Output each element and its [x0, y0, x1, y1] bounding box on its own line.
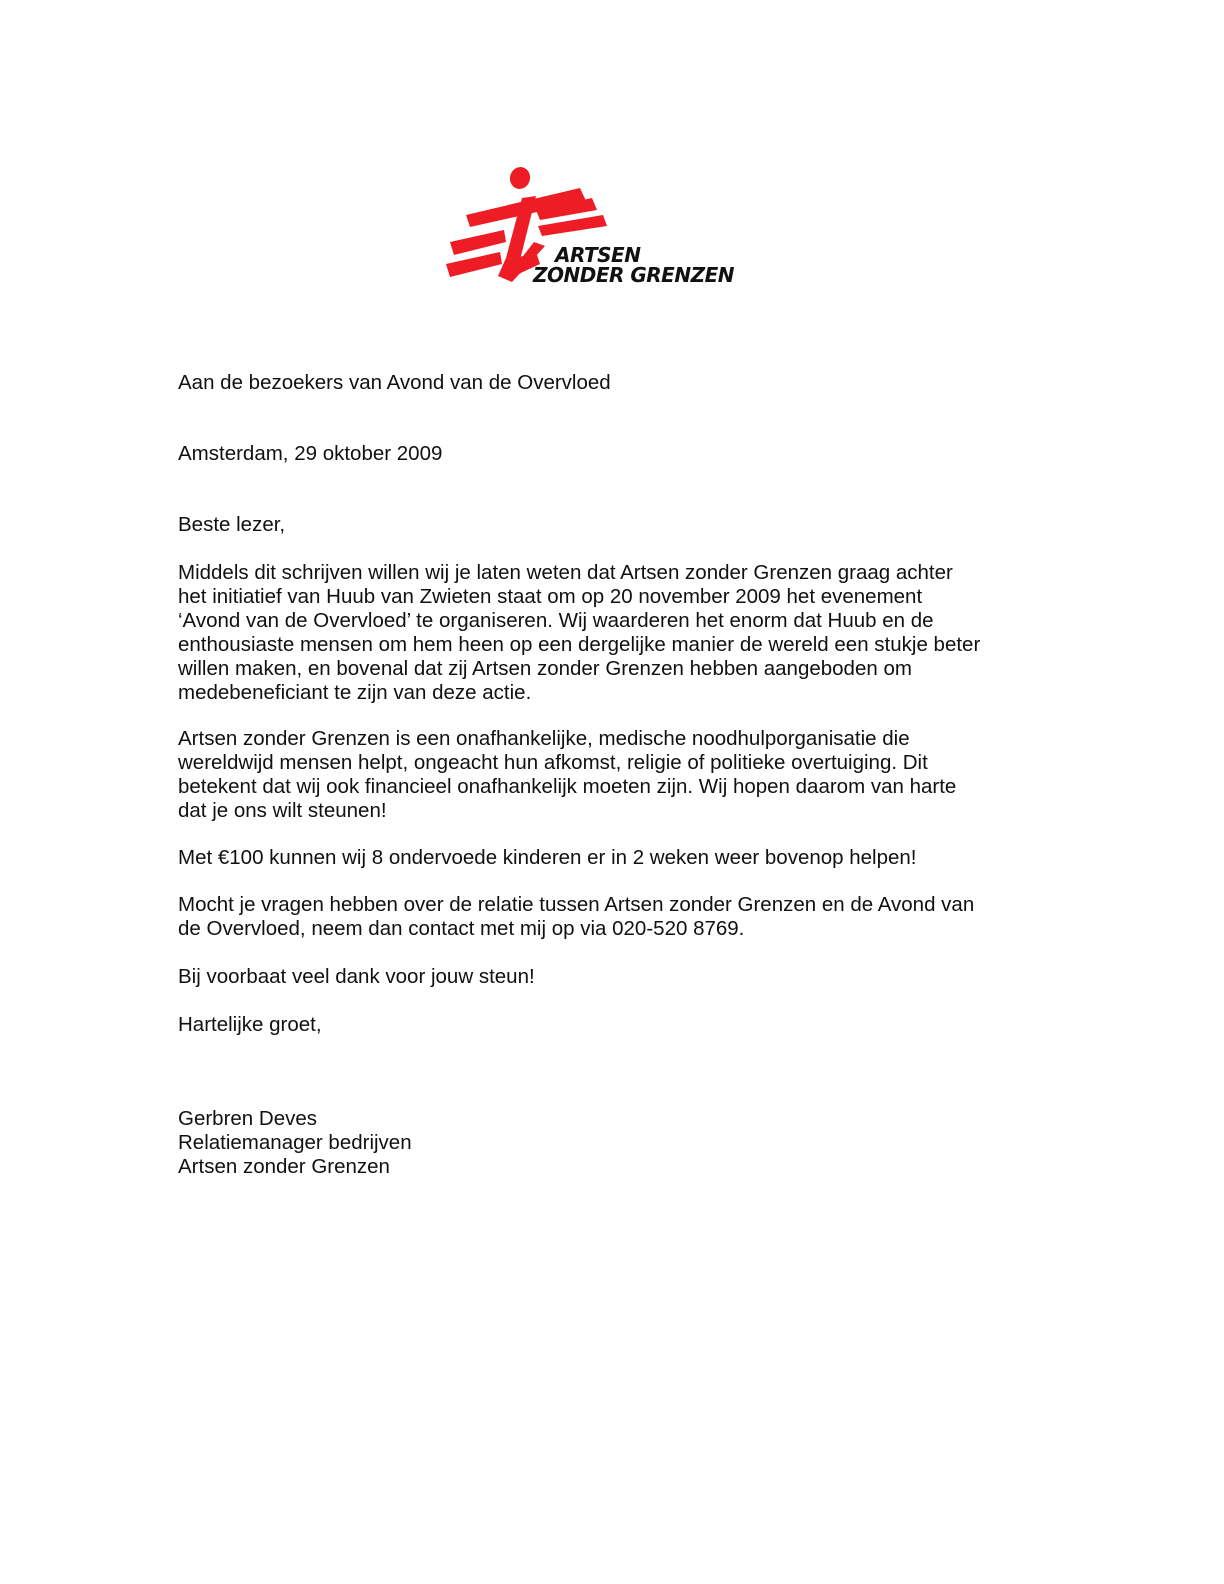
paragraph-about	[178, 727, 1048, 823]
paragraph-line: enthousiaste mensen om hem heen op een dergelijke manier de wereld een stukje beter	[178, 633, 981, 656]
paragraph-line: de Overvloed, neem dan contact met mij op via 020-520 8769.	[178, 917, 745, 940]
paragraph-line: betekent dat wij ook financieel onafhankelijk moeten zijn. Wij hopen daarom van harte	[178, 775, 957, 798]
closing: Hartelijke groet,	[178, 1013, 322, 1036]
recipient-line: Aan de bezoekers van Avond van de Overvloed	[178, 371, 611, 394]
signature-organization: Artsen zonder Grenzen	[178, 1155, 390, 1178]
paragraph-thanks	[178, 965, 1048, 989]
place-date: Amsterdam, 29 oktober 2009	[178, 442, 443, 465]
paragraph-donation	[178, 846, 1048, 870]
paragraph-line: Artsen zonder Grenzen is een onafhankelijke, medische noodhulporganisatie die	[178, 727, 910, 750]
signature-block	[178, 1107, 1048, 1179]
paragraph-line: Middels dit schrijven willen wij je laten weten dat Artsen zonder Grenzen graag achter	[178, 561, 953, 584]
paragraph-line: het initiatief van Huub van Zwieten staat om op 20 november 2009 het evenement	[178, 585, 923, 608]
signature-title: Relatiemanager bedrijven	[178, 1131, 412, 1154]
paragraph-contact	[178, 893, 1048, 941]
logo-text-artsen: ARTSEN	[555, 243, 641, 267]
paragraph-line: Bij voorbaat veel dank voor jouw steun!	[178, 965, 535, 988]
paragraph-line: wereldwijd mensen helpt, ongeacht hun afkomst, religie of politieke overtuiging. Dit	[178, 751, 928, 774]
paragraph-line: willen maken, en bovenal dat zij Artsen zonder Grenzen hebben aangeboden om	[178, 657, 912, 680]
paragraph-line: dat je ons wilt steunen!	[178, 799, 387, 822]
organization-logo	[440, 160, 750, 295]
paragraph-intro	[178, 561, 1048, 705]
paragraph-line: Met €100 kunnen wij 8 ondervoede kinderen er in 2 weken weer bovenop helpen!	[178, 846, 917, 869]
paragraph-line: medebeneficiant te zijn van deze actie.	[178, 681, 532, 704]
paragraph-line: ‘Avond van de Overvloed’ te organiseren. Wij waarderen het enorm dat Huub en de	[178, 609, 934, 632]
logo-text-zonder-grenzen: ZONDER GRENZEN	[533, 263, 734, 287]
signature-name: Gerbren Deves	[178, 1107, 318, 1130]
salutation: Beste lezer,	[178, 513, 286, 536]
paragraph-line: Mocht je vragen hebben over de relatie tussen Artsen zonder Grenzen en de Avond van	[178, 893, 975, 916]
